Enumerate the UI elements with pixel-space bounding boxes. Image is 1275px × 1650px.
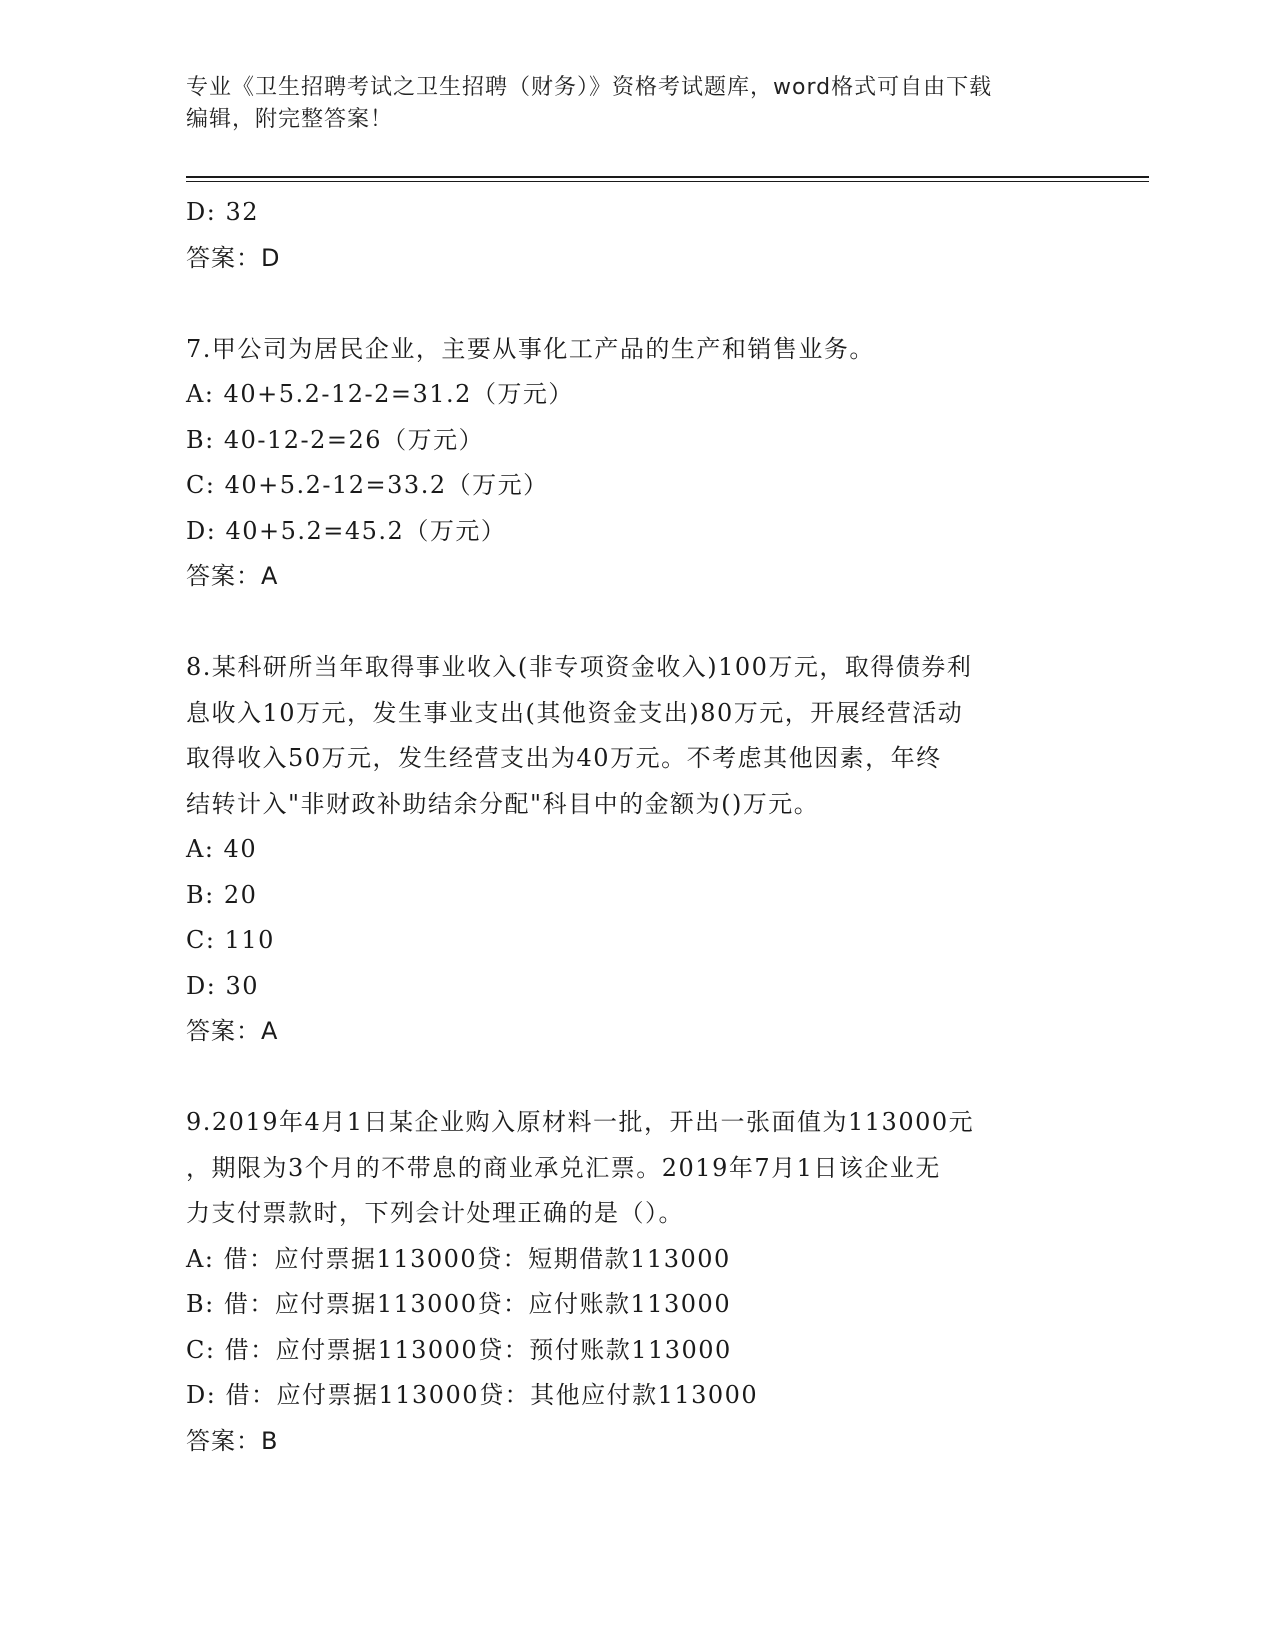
option-c: C: 借：应付票据113000贷：预付账款113000 — [186, 1335, 732, 1364]
previous-question-tail — [186, 190, 1086, 281]
header-divider-thick — [186, 176, 1149, 178]
option-d: D: 30 — [186, 971, 259, 1000]
option-b: B: 20 — [186, 880, 258, 909]
answer-line: 答案：A — [186, 562, 279, 590]
option-a: A: 40 — [186, 835, 258, 863]
option-d: D: 借：应付票据113000贷：其他应付款113000 — [186, 1381, 759, 1409]
option-c: C: 110 — [186, 926, 275, 954]
question-stem-line-3: 取得收入50万元，发生经营支出为40万元。不考虑其他因素，年终 — [186, 744, 942, 772]
question-stem: 7.甲公司为居民企业，主要从事化工产品的生产和销售业务。 — [186, 334, 875, 363]
spacer — [186, 1055, 1086, 1101]
question-stem-line-3: 力支付票款时，下列会计处理正确的是（）。 — [186, 1199, 684, 1227]
question-stem-line-1: 8.某科研所当年取得事业收入(非专项资金收入)100万元，取得债券利 — [186, 653, 973, 681]
option-d: D: 32 — [186, 198, 259, 226]
answer-line: 答案：B — [186, 1426, 279, 1455]
option-a: A: 40+5.2-12-2=31.2（万元） — [186, 380, 574, 408]
question-7 — [186, 327, 1086, 600]
header-divider-thin — [186, 181, 1149, 182]
option-b: B: 40-12-2=26（万元） — [186, 425, 485, 454]
spacer — [186, 600, 1086, 646]
header-line-2: 编辑，附完整答案！ — [186, 107, 394, 132]
question-9 — [186, 1100, 1086, 1464]
document-header — [186, 72, 1086, 136]
option-c: C: 40+5.2-12=33.2（万元） — [186, 471, 549, 499]
document-body — [186, 190, 1086, 1464]
answer-line: 答案：D — [186, 243, 281, 272]
option-d: D: 40+5.2=45.2（万元） — [186, 516, 507, 545]
option-b: B: 借：应付票据113000贷：应付账款113000 — [186, 1290, 732, 1318]
answer-line: 答案：A — [186, 1017, 279, 1045]
question-stem-line-2: ，期限为3个月的不带息的商业承兑汇票。2019年7月1日该企业无 — [186, 1153, 941, 1182]
question-stem-line-1: 9.2019年4月1日某企业购入原材料一批，开出一张面值为113000元 — [186, 1108, 975, 1136]
spacer — [186, 281, 1086, 327]
question-8 — [186, 645, 1086, 1055]
option-a: A: 借：应付票据113000贷：短期借款113000 — [186, 1244, 731, 1273]
question-stem-line-4: 结转计入"非财政补助结余分配"科目中的金额为()万元。 — [186, 789, 820, 818]
header-line-1: 专业《卫生招聘考试之卫生招聘（财务）》资格考试题库，word格式可自由下载 — [186, 75, 993, 100]
question-stem-line-2: 息收入10万元，发生事业支出(其他资金支出)80万元，开展经营活动 — [186, 698, 964, 727]
